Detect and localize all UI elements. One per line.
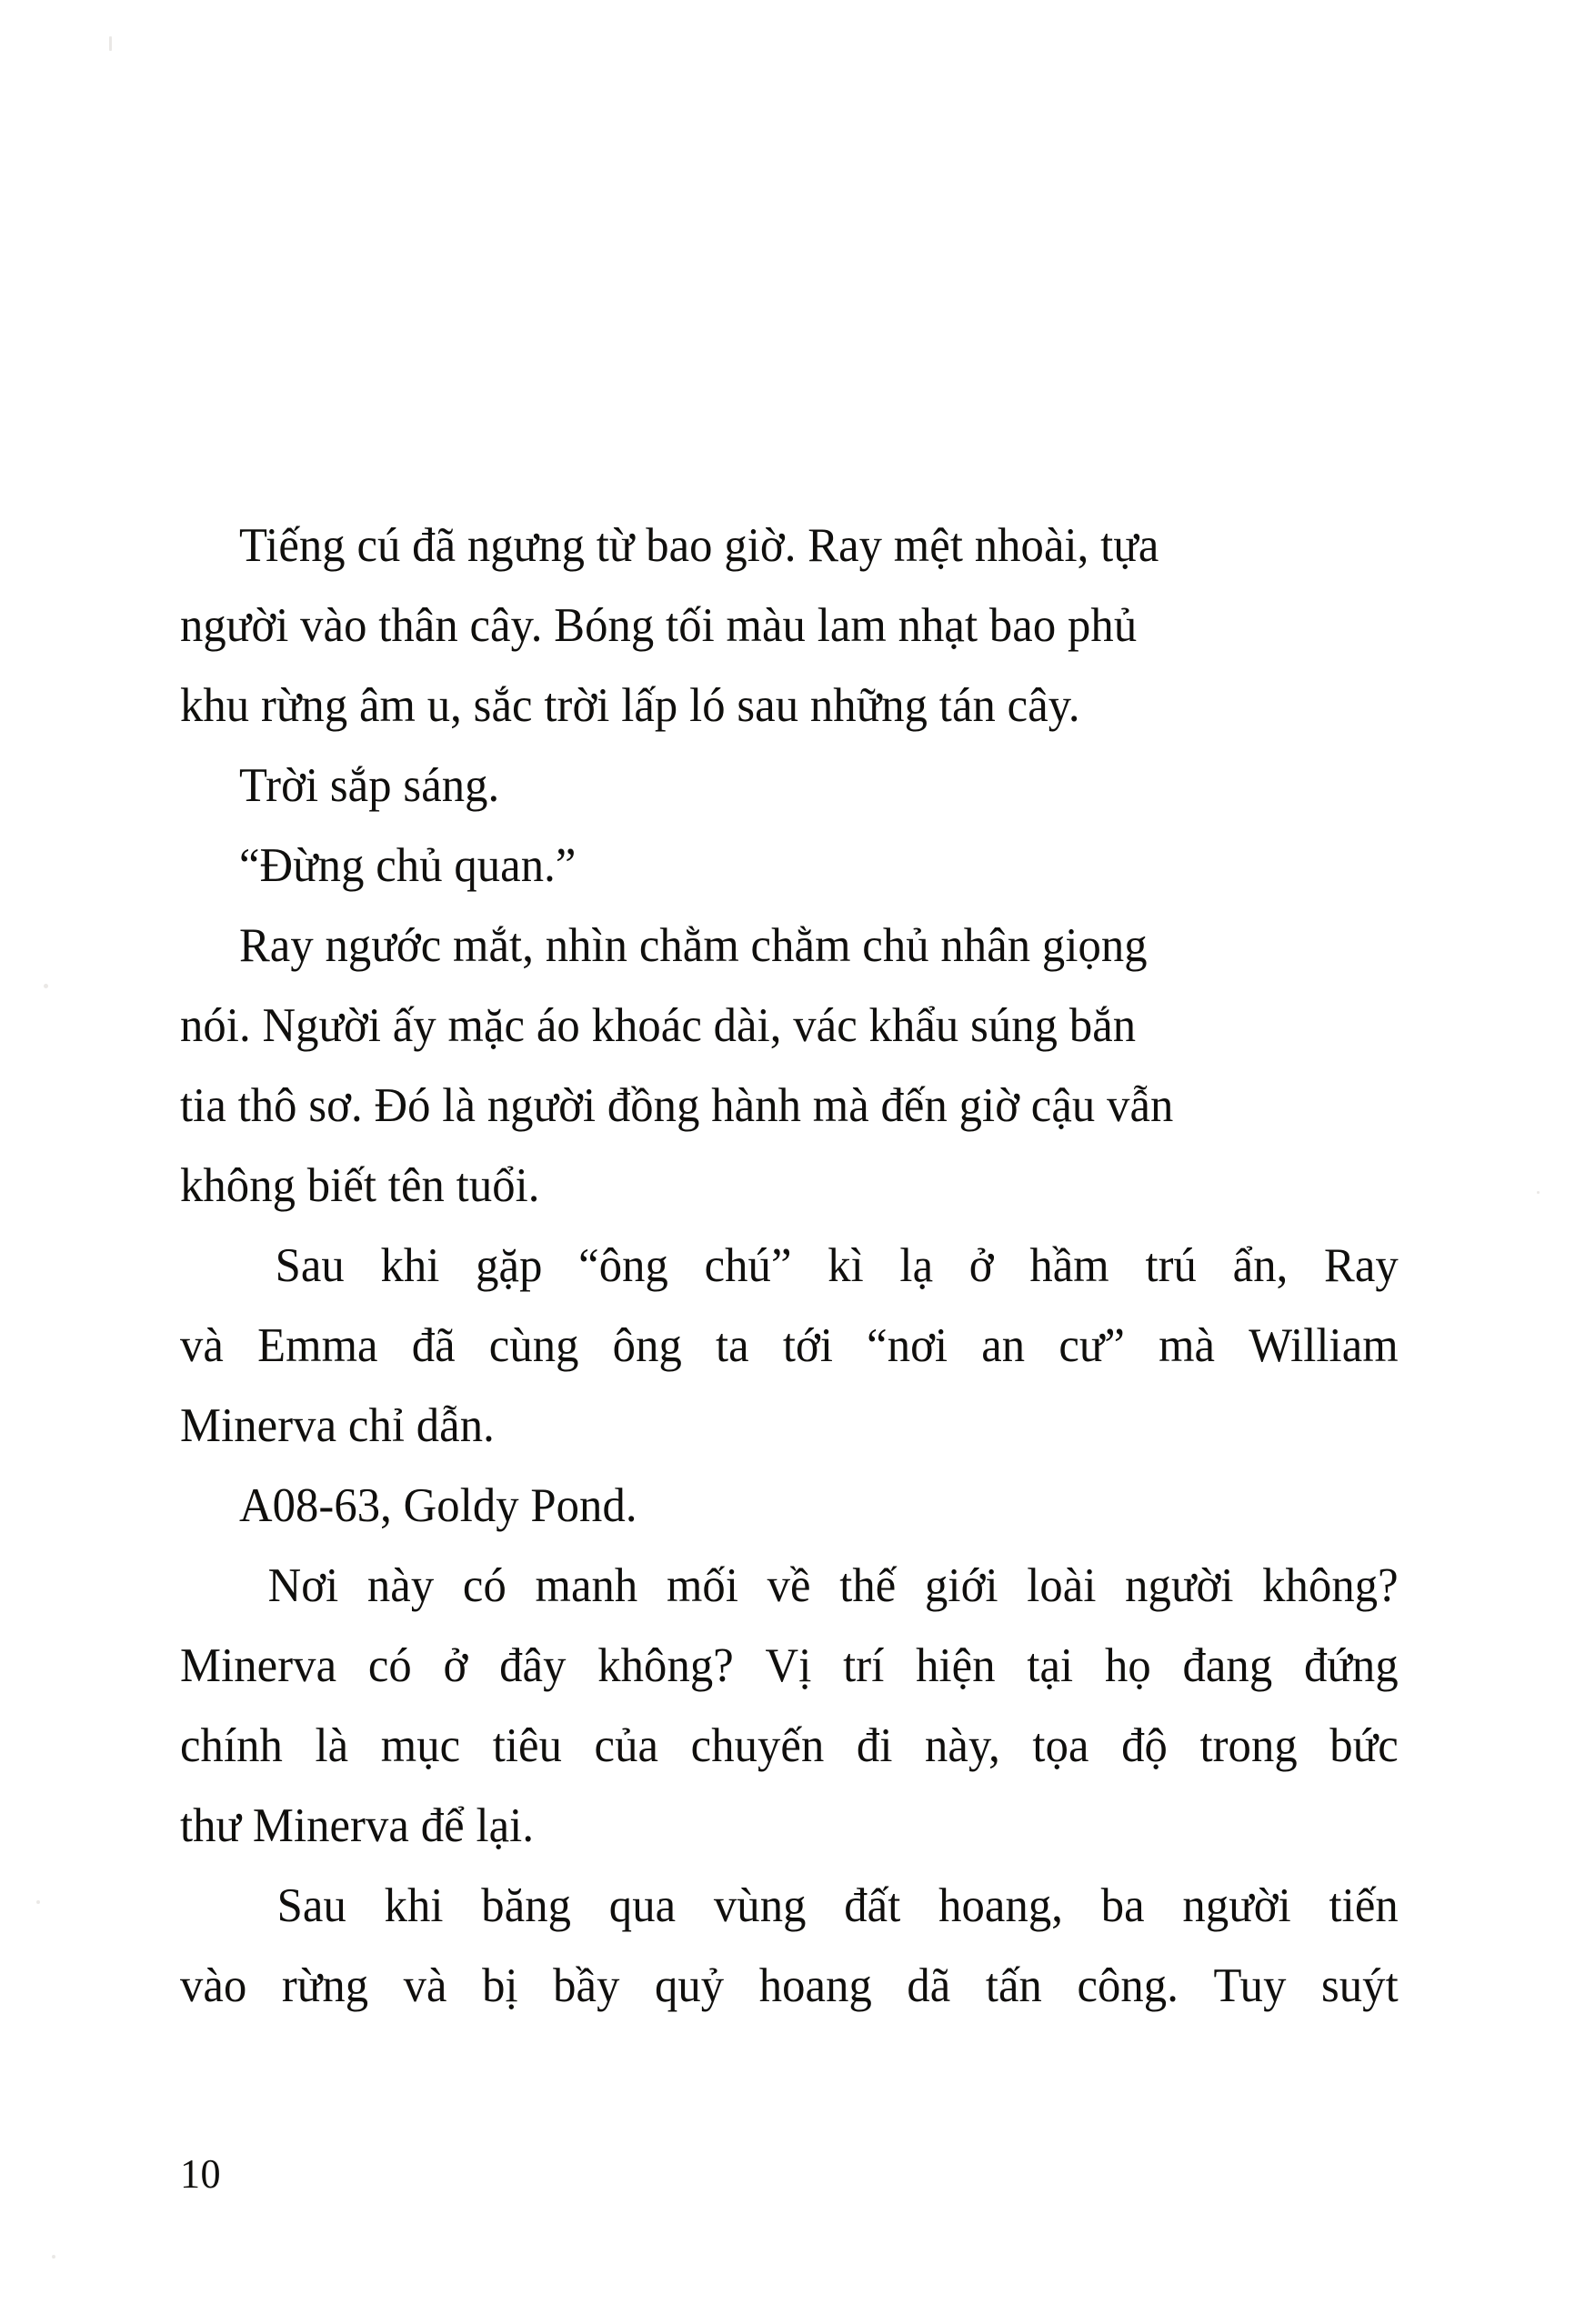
word: mục <box>380 1719 461 1772</box>
word: qua <box>608 1879 677 1932</box>
paragraph <box>180 906 1399 1226</box>
word: “nơi <box>867 1319 948 1372</box>
word: manh <box>535 1559 638 1612</box>
paragraph <box>180 746 1399 826</box>
word: Sau <box>276 1879 346 1932</box>
word: đi <box>856 1719 893 1772</box>
word: đã <box>411 1319 456 1372</box>
word: hoang, <box>938 1879 1064 1932</box>
word: ta <box>716 1319 749 1372</box>
word: William <box>1249 1319 1399 1372</box>
word: Minerva <box>180 1639 337 1692</box>
word: tới <box>782 1319 834 1372</box>
text-line: Minerva chỉ dẫn. <box>180 1399 495 1452</box>
paragraph-indent <box>180 1866 239 1946</box>
word: Nơi <box>267 1559 339 1612</box>
word: và <box>180 1319 224 1372</box>
word: chuyến <box>690 1719 825 1772</box>
word: suýt <box>1320 1959 1399 2012</box>
word: tọa <box>1032 1719 1089 1772</box>
paragraph <box>180 506 1399 746</box>
text-line: nói. Người ấy mặc áo khoác dài, vác khẩu súng bắn <box>180 999 1137 1052</box>
word: hoang <box>758 1959 872 2012</box>
word: hiện <box>916 1639 996 1692</box>
scan-speckle <box>1537 1191 1540 1194</box>
scan-speckle <box>52 2255 55 2259</box>
word: người <box>1182 1879 1291 1932</box>
word: giới <box>925 1559 998 1612</box>
text-line: Trời sắp sáng. <box>238 759 500 812</box>
word: gặp <box>476 1239 543 1292</box>
paragraph-indent <box>180 1546 239 1626</box>
text-line: Tiếng cú đã ngưng từ bao giờ. Ray mệt nhoài, tựa <box>238 519 1159 572</box>
word: băng <box>481 1879 572 1932</box>
word: mà <box>1159 1319 1216 1372</box>
text-line <box>180 1626 1399 1706</box>
word: Tuy <box>1213 1959 1287 2012</box>
text-line <box>180 1866 1399 1946</box>
word: đất <box>844 1879 901 1932</box>
word: Emma <box>257 1319 378 1372</box>
text-line: Ray ngước mắt, nhìn chằm chằm chủ nhân giọng <box>238 919 1148 972</box>
word: Sau <box>275 1239 345 1292</box>
word: Ray <box>1324 1239 1399 1292</box>
word: lạ <box>899 1239 934 1292</box>
word: vùng <box>713 1879 807 1932</box>
word: không? <box>597 1639 734 1692</box>
scan-speckle <box>109 36 112 51</box>
text-line <box>180 1306 1399 1386</box>
text-line <box>180 1706 1399 1786</box>
word: đây <box>499 1639 567 1692</box>
word: Vị <box>765 1639 812 1692</box>
word: công. <box>1077 1959 1179 2012</box>
word: trong <box>1199 1719 1298 1772</box>
word: bị <box>482 1959 518 2012</box>
word: hầm <box>1029 1239 1109 1292</box>
word: này <box>366 1559 435 1612</box>
paragraph <box>180 1546 1399 1866</box>
word: đang <box>1182 1639 1273 1692</box>
word: có <box>367 1639 412 1692</box>
word: và <box>403 1959 447 2012</box>
word: chú” <box>704 1239 792 1292</box>
word: ở <box>443 1639 468 1692</box>
body-text <box>180 506 1399 2026</box>
word: độ <box>1121 1719 1168 1772</box>
word: ông <box>612 1319 682 1372</box>
text-line <box>180 1546 1399 1626</box>
word: “ông <box>578 1239 668 1292</box>
word: ẩn, <box>1232 1239 1289 1292</box>
word: người <box>1125 1559 1234 1612</box>
word: bầy <box>553 1959 620 2012</box>
text-line: tia thô sơ. Đó là người đồng hành mà đến giờ cậu vẫn <box>180 1079 1174 1132</box>
word: an <box>981 1319 1026 1372</box>
word: bức <box>1329 1719 1399 1772</box>
word: tiến <box>1329 1879 1399 1932</box>
word: rừng <box>281 1959 369 2012</box>
word: về <box>767 1559 811 1612</box>
word: quỷ <box>654 1959 725 2012</box>
word: chính <box>180 1719 283 1772</box>
word: vào <box>180 1959 247 2012</box>
paragraph <box>180 1866 1399 2026</box>
text-line <box>180 1226 1399 1306</box>
text-line: khu rừng âm u, sắc trời lấp ló sau những tán cây. <box>180 679 1080 732</box>
scan-speckle <box>44 984 48 988</box>
text-line: thư Minerva để lại. <box>180 1799 535 1852</box>
text-line <box>180 1946 1399 2026</box>
word: của <box>594 1719 659 1772</box>
word: trí <box>843 1639 885 1692</box>
word: khi <box>384 1879 444 1932</box>
word: đứng <box>1303 1639 1399 1692</box>
word: là <box>315 1719 349 1772</box>
word: tiêu <box>492 1719 563 1772</box>
word: tại <box>1027 1639 1074 1692</box>
word: không? <box>1262 1559 1399 1612</box>
word: này, <box>925 1719 1000 1772</box>
word: cùng <box>488 1319 579 1372</box>
word: cư” <box>1058 1319 1125 1372</box>
paragraph <box>180 1226 1399 1466</box>
text-line: không biết tên tuổi. <box>180 1159 540 1212</box>
paragraph <box>180 1466 1399 1546</box>
text-line: người vào thân cây. Bóng tối màu lam nhạt bao phủ <box>180 599 1138 652</box>
word: họ <box>1104 1639 1151 1692</box>
page-number: 10 <box>180 2150 222 2197</box>
word: tấn <box>985 1959 1042 2012</box>
word: có <box>462 1559 507 1612</box>
paragraph <box>180 826 1399 906</box>
text-line: “Đừng chủ quan.” <box>238 839 577 892</box>
scan-speckle <box>36 1900 40 1904</box>
word: ở <box>968 1239 994 1292</box>
text-line: A08-63, Goldy Pond. <box>238 1479 637 1532</box>
word: trú <box>1145 1239 1197 1292</box>
word: dã <box>907 1959 951 2012</box>
word: mối <box>666 1559 739 1612</box>
paragraph-indent <box>180 1226 239 1306</box>
word: loài <box>1027 1559 1097 1612</box>
word: khi <box>380 1239 440 1292</box>
word: thế <box>839 1559 897 1612</box>
word: kì <box>828 1239 864 1292</box>
word: ba <box>1100 1879 1145 1932</box>
